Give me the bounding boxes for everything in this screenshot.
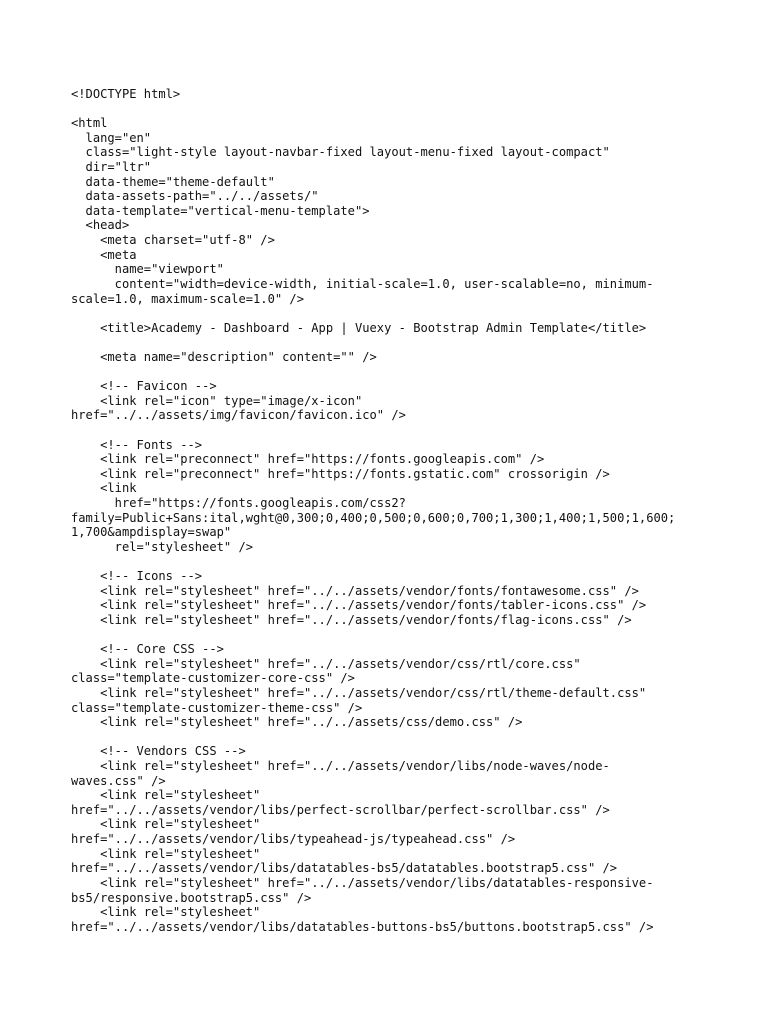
- code-line: 1,700&ampdisplay=swap": [71, 525, 232, 540]
- code-line: <link rel="icon" type="image/x-icon": [71, 393, 363, 408]
- code-line: <link rel="preconnect" href="https://fonts.googleapis.com" />: [71, 452, 545, 467]
- code-line: href="../../assets/vendor/libs/perfect-scrollbar/perfect-scrollbar.css" />: [71, 802, 610, 817]
- code-line: href="../../assets/vendor/libs/datatables-buttons-bs5/buttons.bootstrap5.css" />: [71, 919, 654, 934]
- code-line: scale=1.0, maximum-scale=1.0" />: [71, 291, 304, 306]
- code-line: [71, 102, 731, 117]
- code-line: data-theme="theme-default": [71, 174, 275, 189]
- code-line: <link rel="stylesheet" href="../../assets/css/demo.css" />: [71, 715, 523, 730]
- code-line: name="viewport": [71, 262, 224, 277]
- code-line: class="light-style layout-navbar-fixed layout-menu-fixed layout-compact": [71, 145, 610, 160]
- html-source-code-block: [71, 87, 731, 934]
- code-line: <link rel="stylesheet": [71, 817, 261, 832]
- code-line: [71, 628, 731, 643]
- code-line: [71, 423, 731, 438]
- code-line: <link rel="preconnect" href="https://fonts.gstatic.com" crossorigin />: [71, 466, 610, 481]
- code-line: <link rel="stylesheet" href="../../assets/vendor/css/rtl/core.css": [71, 656, 581, 671]
- code-line: href="https://fonts.googleapis.com/css2?: [71, 496, 406, 511]
- code-line: <!-- Icons -->: [71, 569, 203, 584]
- code-line: <link rel="stylesheet" href="../../assets/vendor/libs/datatables-responsive-: [71, 875, 654, 890]
- code-line: [71, 335, 731, 350]
- code-line: <meta: [71, 247, 137, 262]
- code-line: <meta charset="utf-8" />: [71, 233, 275, 248]
- code-line: <!-- Vendors CSS -->: [71, 744, 246, 759]
- code-line: waves.css" />: [71, 773, 166, 788]
- code-line: [71, 306, 731, 321]
- code-line: family=Public+Sans:ital,wght@0,300;0,400;0,500;0,600;0,700;1,300;1,400;1,500;1,600;: [71, 510, 676, 525]
- code-line: <head>: [71, 218, 130, 233]
- code-line: <link rel="stylesheet" href="../../assets/vendor/fonts/flag-icons.css" />: [71, 612, 632, 627]
- code-line: <html: [71, 116, 108, 131]
- code-line: class="template-customizer-theme-css" />: [71, 700, 363, 715]
- code-line: dir="ltr": [71, 160, 152, 175]
- code-line: <meta name="description" content="" />: [71, 349, 377, 364]
- code-line: <link rel="stylesheet": [71, 788, 261, 803]
- code-line: href="../../assets/img/favicon/favicon.ico" />: [71, 408, 406, 423]
- code-line: data-assets-path="../../assets/": [71, 189, 319, 204]
- code-line: <link rel="stylesheet": [71, 905, 261, 920]
- code-line: data-template="vertical-menu-template">: [71, 203, 370, 218]
- code-line: [71, 555, 731, 570]
- code-line: lang="en": [71, 130, 152, 145]
- code-line: href="../../assets/vendor/libs/datatables-bs5/datatables.bootstrap5.css" />: [71, 861, 618, 876]
- code-line: [71, 730, 731, 745]
- code-line: <link rel="stylesheet" href="../../assets/vendor/css/rtl/theme-default.css": [71, 685, 647, 700]
- code-line: <title>Academy - Dashboard - App | Vuexy - Bootstrap Admin Template</title>: [71, 320, 647, 335]
- code-line: <link rel="stylesheet" href="../../assets/vendor/fonts/tabler-icons.css" />: [71, 598, 647, 613]
- code-line: <!-- Core CSS -->: [71, 642, 224, 657]
- code-line: content="width=device-width, initial-scale=1.0, user-scalable=no, minimum-: [71, 276, 654, 291]
- code-line: class="template-customizer-core-css" />: [71, 671, 355, 686]
- code-line: <link: [71, 481, 137, 496]
- code-line: rel="stylesheet" />: [71, 539, 254, 554]
- code-line: <!-- Favicon -->: [71, 379, 217, 394]
- code-line: <!DOCTYPE html>: [71, 87, 181, 101]
- code-line: [71, 365, 731, 380]
- code-line: <!-- Fonts -->: [71, 437, 203, 452]
- code-line: <link rel="stylesheet" href="../../assets/vendor/fonts/fontawesome.css" />: [71, 583, 639, 598]
- code-line: bs5/responsive.bootstrap5.css" />: [71, 890, 312, 905]
- code-line: <link rel="stylesheet" href="../../assets/vendor/libs/node-waves/node-: [71, 759, 610, 774]
- code-line: <link rel="stylesheet": [71, 846, 261, 861]
- code-line: href="../../assets/vendor/libs/typeahead-js/typeahead.css" />: [71, 832, 516, 847]
